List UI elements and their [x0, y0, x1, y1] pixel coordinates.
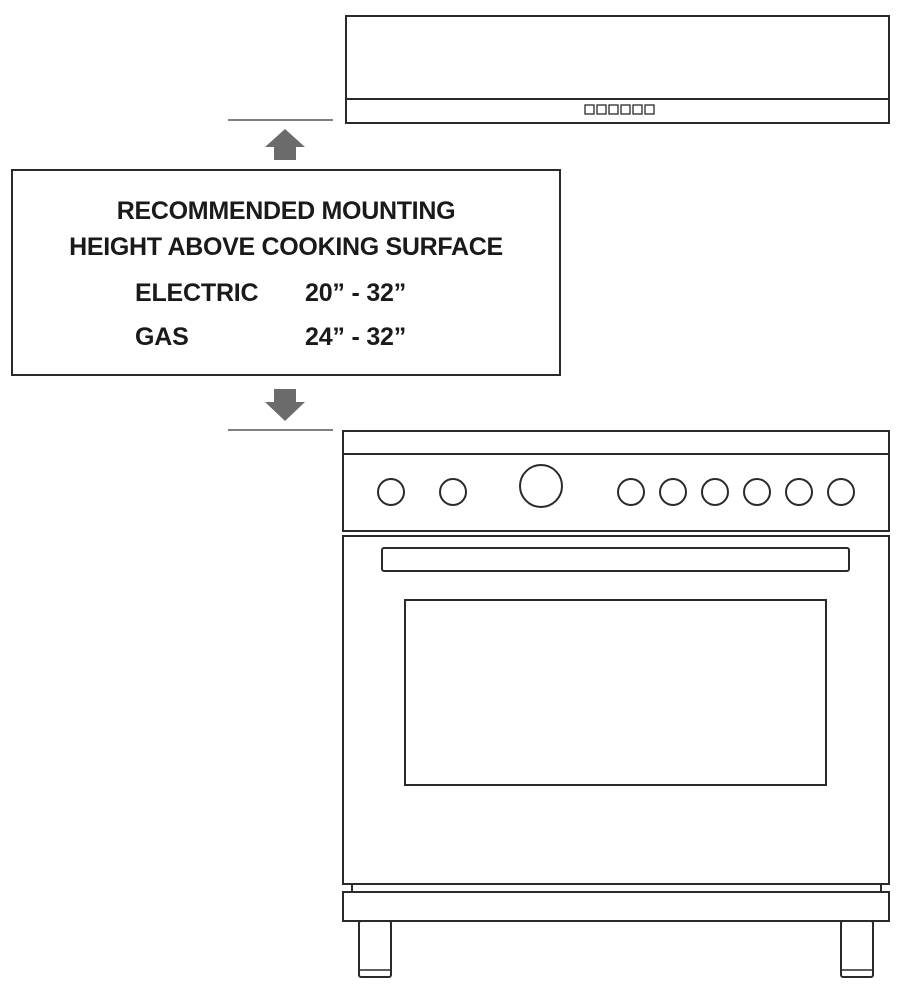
- oven-door-handle: [382, 548, 849, 571]
- gas-range: 24” - 32”: [305, 323, 407, 351]
- arrow-down-icon: [265, 389, 305, 421]
- label-title-line-1: RECOMMENDED MOUNTING: [116, 197, 456, 225]
- knob: [618, 479, 644, 505]
- cooktop-surface: [343, 431, 889, 454]
- oven-kick-plate: [352, 884, 881, 892]
- knob: [828, 479, 854, 505]
- knob: [378, 479, 404, 505]
- electric-range: 20” - 32”: [305, 279, 407, 307]
- label-title-line-2: HEIGHT ABOVE COOKING SURFACE: [69, 233, 503, 261]
- knob: [440, 479, 466, 505]
- oven-window: [405, 600, 826, 785]
- knob: [786, 479, 812, 505]
- leg-left: [359, 921, 391, 977]
- knob: [744, 479, 770, 505]
- mounting-height-label: [11, 169, 561, 376]
- electric-label: ELECTRIC: [135, 279, 259, 307]
- gas-label: GAS: [135, 323, 189, 351]
- control-panel: [343, 454, 889, 531]
- hood-control-buttons: [585, 105, 654, 114]
- range-oven: [343, 431, 889, 977]
- knob: [702, 479, 728, 505]
- oven-body: [343, 536, 889, 884]
- control-knobs: [378, 465, 854, 507]
- arrow-up-icon: [265, 129, 305, 160]
- knob: [660, 479, 686, 505]
- main-dial: [520, 465, 562, 507]
- oven-base: [343, 892, 889, 921]
- leg-right: [841, 921, 873, 977]
- range-hood: [346, 16, 889, 123]
